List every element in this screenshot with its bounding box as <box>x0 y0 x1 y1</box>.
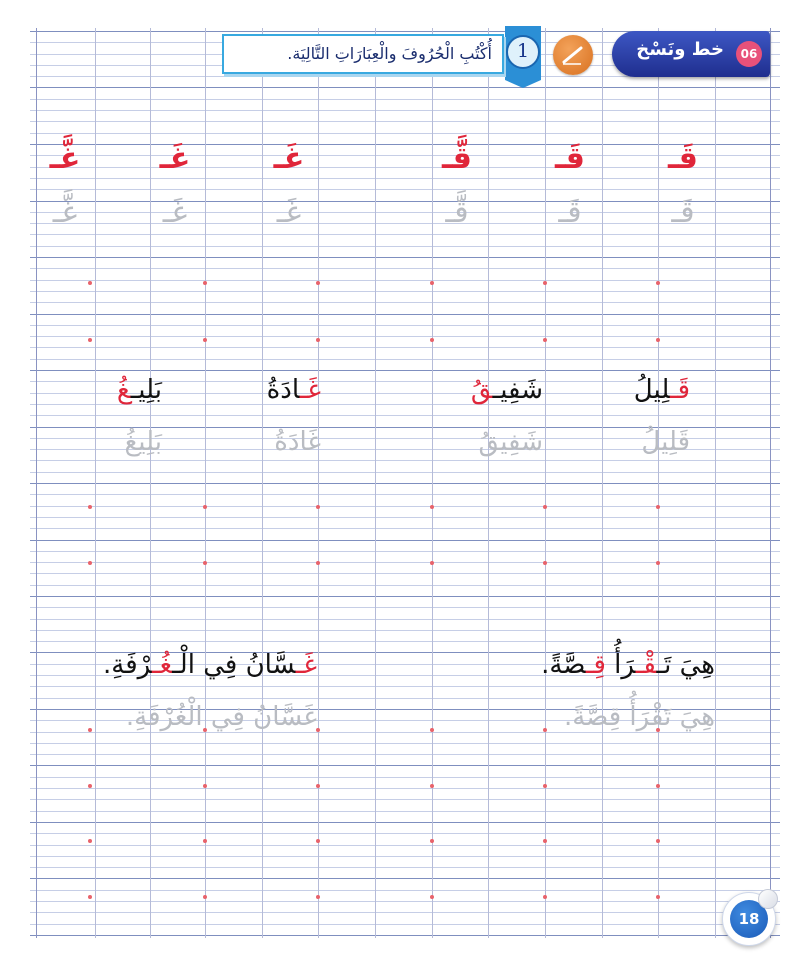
ruled-line <box>30 607 780 608</box>
page-number-badge <box>722 892 776 946</box>
ruled-line <box>30 935 780 936</box>
letter-model: غَـ <box>273 141 305 176</box>
word-model: قَـلِيلُ <box>633 375 690 405</box>
instruction-text: أُكْتُبِ الْحُرُوفَ والْعِبَارَاتِ التَّالِيَة. <box>287 44 492 63</box>
ruled-line <box>30 641 780 642</box>
ruled-line <box>30 901 780 902</box>
guide-dot <box>316 561 320 565</box>
letter-trace: غَـ <box>162 195 188 230</box>
ruled-line <box>30 133 780 134</box>
letter-model: غَّـ <box>49 141 81 176</box>
guide-dot <box>203 338 207 342</box>
guide-dot <box>88 338 92 342</box>
ruled-line <box>30 291 780 292</box>
ruled-line <box>30 799 780 800</box>
guide-dot <box>656 839 660 843</box>
sentence-model: هِيَ تَـقْـرَأُ قِـصَّةً. <box>541 650 715 680</box>
guide-dot <box>316 839 320 843</box>
ruled-line <box>30 528 780 529</box>
guide-dot <box>543 895 547 899</box>
ruled-line <box>30 585 780 586</box>
ruled-line <box>30 302 780 303</box>
ruled-line <box>30 121 780 122</box>
ruled-line <box>30 494 780 495</box>
guide-dot <box>316 895 320 899</box>
ruled-line <box>30 912 780 913</box>
sentence-trace: غَسَّانُ فِي الْغُرْفَةِ. <box>125 702 317 732</box>
guide-dot <box>543 784 547 788</box>
ruled-line <box>30 732 780 733</box>
ruled-line <box>30 540 780 541</box>
ruled-line <box>30 743 780 744</box>
exercise-number: 1 <box>516 40 530 62</box>
guide-dot <box>430 728 434 732</box>
ruled-line <box>30 472 780 473</box>
ruled-line <box>30 189 780 190</box>
letter-trace: غَـ <box>276 195 302 230</box>
guide-dot <box>203 281 207 285</box>
ruled-line <box>30 822 780 823</box>
ruled-line <box>30 415 780 416</box>
letter-model: قَـ <box>668 141 698 176</box>
letter-trace: قَـ <box>558 195 582 230</box>
guide-dot <box>88 505 92 509</box>
guide-dot <box>543 505 547 509</box>
letter-trace: قَـ <box>671 195 695 230</box>
guide-dot <box>543 839 547 843</box>
ruled-line <box>30 359 780 360</box>
guide-dot <box>88 561 92 565</box>
ruled-line <box>30 630 780 631</box>
guide-dot <box>430 338 434 342</box>
ruled-line <box>30 460 780 461</box>
ruled-line <box>30 924 780 925</box>
guide-dot <box>203 561 207 565</box>
pencil-icon <box>553 35 593 75</box>
ruled-line <box>30 347 780 348</box>
letter-model: قَّـ <box>442 141 472 176</box>
ruled-line <box>30 788 780 789</box>
ruled-line <box>30 551 780 552</box>
ruled-line <box>30 257 780 258</box>
sentence-trace: هِيَ تَقْرَأُ قِصَّةً. <box>563 702 715 732</box>
ruled-line <box>30 87 780 88</box>
guide-dot <box>203 839 207 843</box>
guide-dot <box>656 505 660 509</box>
word-model: بَلِيـغُ <box>116 375 162 405</box>
ruled-line <box>30 370 780 371</box>
guide-dot <box>88 784 92 788</box>
ruled-line <box>30 246 780 247</box>
guide-dot <box>656 895 660 899</box>
guide-dot <box>88 728 92 732</box>
ruled-line <box>30 811 780 812</box>
guide-dot <box>430 784 434 788</box>
column-line <box>375 28 376 938</box>
ruled-line <box>30 754 780 755</box>
guide-dot <box>316 281 320 285</box>
guide-dot <box>88 895 92 899</box>
guide-dot <box>430 839 434 843</box>
lesson-title: خط ونَسْخ <box>636 39 724 60</box>
page-curl-icon <box>758 889 778 909</box>
word-trace: قَلِيلُ <box>641 427 690 457</box>
word-trace: غَادَةُ <box>274 427 321 457</box>
ruled-line <box>30 845 780 846</box>
ruled-line <box>30 325 780 326</box>
page-number: 18 <box>730 900 768 938</box>
ruled-line <box>30 867 780 868</box>
guide-dot <box>430 281 434 285</box>
letter-trace: قَّـ <box>445 195 469 230</box>
ruled-line <box>30 483 780 484</box>
guide-dot <box>430 505 434 509</box>
exercise-number-ribbon <box>503 26 543 88</box>
guide-dot <box>203 505 207 509</box>
word-trace: بَلِيغُ <box>124 427 162 457</box>
lesson-tab <box>612 31 770 77</box>
guide-dot <box>656 338 660 342</box>
guide-dot <box>656 281 660 285</box>
guide-dot <box>656 784 660 788</box>
ruled-line <box>30 573 780 574</box>
ruled-line <box>30 268 780 269</box>
guide-dot <box>88 839 92 843</box>
ruled-line <box>30 856 780 857</box>
letter-model: غَـ <box>159 141 191 176</box>
word-model: غَـادَةُ <box>266 375 321 405</box>
guide-dot <box>656 561 660 565</box>
guide-dot <box>316 784 320 788</box>
ruled-line <box>30 314 780 315</box>
instruction-box <box>222 34 504 74</box>
ruled-line <box>30 234 780 235</box>
word-trace: شَفِيقُ <box>478 427 543 457</box>
guide-dot <box>88 281 92 285</box>
letter-trace: غَّـ <box>52 195 78 230</box>
ruled-line <box>30 878 780 879</box>
column-line <box>770 28 771 938</box>
ruled-line <box>30 280 780 281</box>
ruled-line <box>30 890 780 891</box>
ruled-line <box>30 833 780 834</box>
ruled-line <box>30 506 780 507</box>
ruled-line <box>30 619 780 620</box>
ruled-line <box>30 596 780 597</box>
lesson-number-badge: 06 <box>736 41 762 67</box>
ruled-line <box>30 698 780 699</box>
word-model: شَفِيـقُ <box>470 375 543 405</box>
sentence-model: غَـسَّانُ فِي الْـغُـرْفَةِ. <box>103 650 317 680</box>
guide-dot <box>543 728 547 732</box>
ruled-line <box>30 765 780 766</box>
guide-dot <box>316 505 320 509</box>
ruled-line <box>30 562 780 563</box>
guide-dot <box>203 895 207 899</box>
guide-dot <box>430 895 434 899</box>
guide-dot <box>316 338 320 342</box>
letter-model: قَـ <box>555 141 585 176</box>
ruled-line <box>30 777 780 778</box>
ruled-line <box>30 99 780 100</box>
ruled-line <box>30 517 780 518</box>
guide-dot <box>430 561 434 565</box>
ruled-line <box>30 336 780 337</box>
guide-dot <box>543 338 547 342</box>
guide-dot <box>203 784 207 788</box>
guide-dot <box>543 561 547 565</box>
guide-dot <box>543 281 547 285</box>
ruled-line <box>30 110 780 111</box>
ruled-line <box>30 686 780 687</box>
ruled-line <box>30 178 780 179</box>
